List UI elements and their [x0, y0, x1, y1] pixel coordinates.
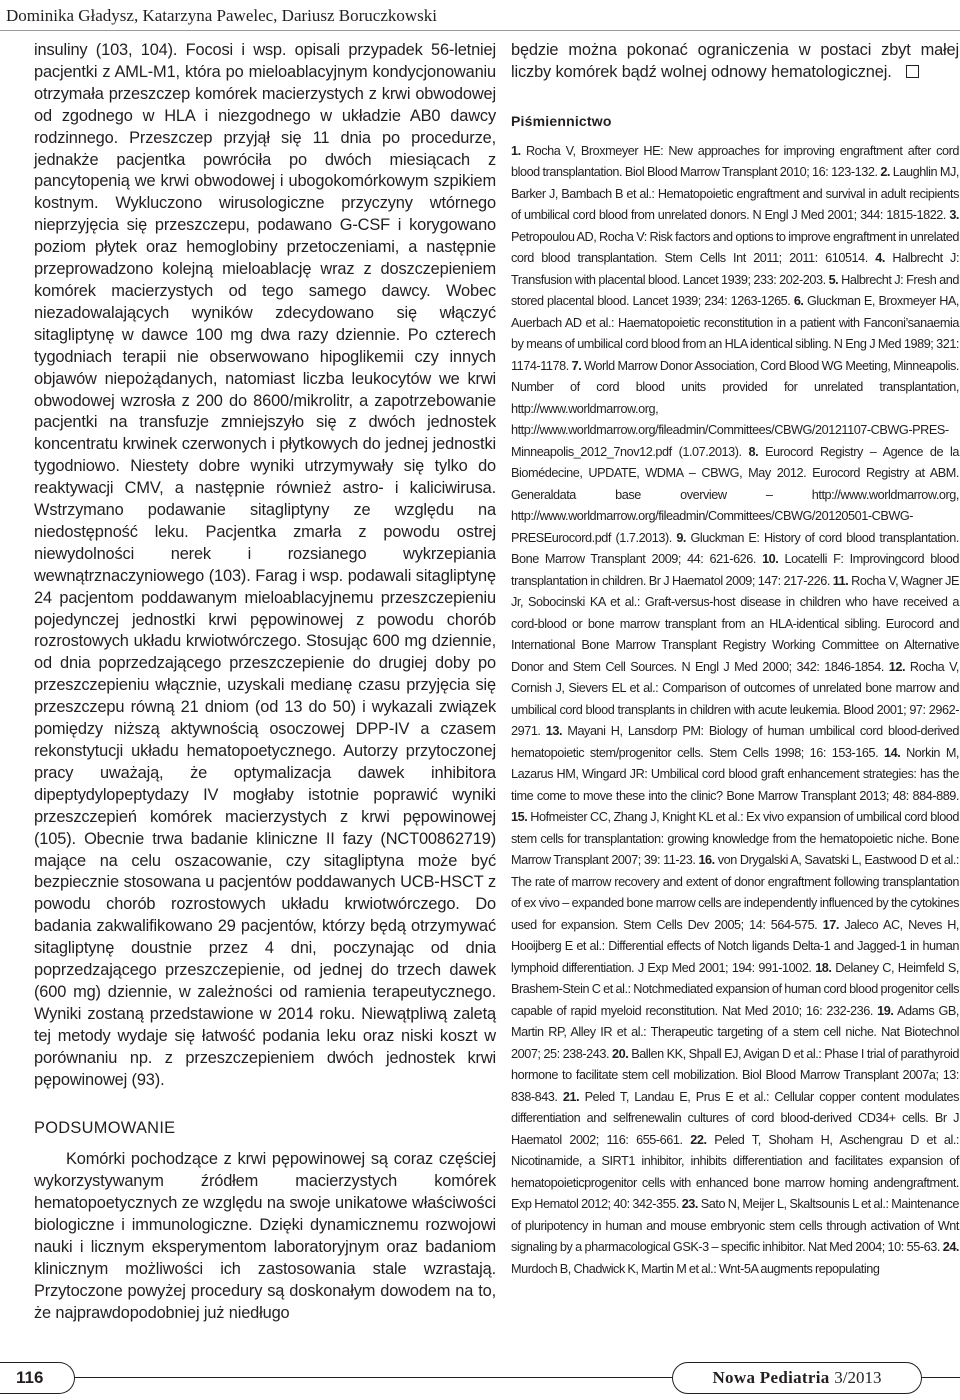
reference-number: 1. — [511, 143, 521, 158]
reference-text: Murdoch B, Chadwick K, Martin M et al.: Wnt-5A augments repopulating — [511, 1261, 880, 1276]
reference-text: Delaney C, Heimfeld S, Brashem-Stein C et al.: Notchmediated expansion of human cord blood progenitor cells capable of rapid myeloid reconstitution. Nat Med 2010; 16: 232-236. — [511, 960, 960, 1018]
reference-item — [511, 445, 959, 545]
reference-item — [511, 359, 959, 459]
reference-number: 24. — [942, 1240, 960, 1255]
reference-text: Jaleco AC, Neves H, Hooijberg E et al.: Differential effects of Notch ligands Delta-1 and Jagged-1 in human lymphoid differentiation. J Exp Med 2001; 194: 991-1002. — [511, 917, 959, 975]
page-number-badge — [0, 1362, 75, 1394]
reference-number: 10. — [762, 552, 779, 567]
reference-text: Mayani H, Lansdorp PM: Biology of human umbilical cord blood-derived hematopoietic stem/progenitor cells. Stem Cells 1998; 16: 153-165. — [511, 724, 960, 760]
references-title: Piśmiennictwo — [511, 112, 612, 129]
journal-issue: 3/2013 — [834, 1368, 882, 1387]
continuation-text: będzie można pokonać ograniczenia w postaci zbyt małej liczby komórek bądź wolnej odnowy hematologicznej. — [511, 41, 959, 81]
reference-number: 21. — [562, 1089, 580, 1104]
reference-number: 3. — [949, 208, 959, 223]
reference-number: 6. — [793, 294, 804, 309]
reference-number: 14. — [884, 745, 901, 760]
running-header — [0, 0, 960, 34]
reference-text: Locatelli F: Improvingcord blood transplantation in children. Br J Haematol 2009; 147: 217-226. — [511, 552, 959, 588]
page-footer — [0, 1362, 960, 1400]
reference-number: 7. — [571, 358, 582, 373]
reference-number: 23. — [681, 1197, 698, 1212]
reference-text: Hofmeister CC, Zhang J, Knight KL et al.: Ex vivo expansion of umbilical cord blood stem cells for transplantation: growing knowledge from the hematopoietic niche. Bone Marrow Transplant 2007; 39: 11-23. — [511, 810, 960, 868]
reference-text: Halbrecht J: Transfusion with placental blood. Lancet 1939; 233: 202-203. — [511, 251, 960, 287]
body-paragraph: insuliny (103, 104). Focosi i wsp. opisali przypadek 56-letniej pacjentki z AML-M1, która po mieloablacyjnym kondycjonowaniu otrzymała przeszczep komórek macierzystych z krwi obwodowej od zgodnego w HLA i niezgodnego w układzie AB0 dawcy rodzinnego. Przeszczep przyjął się 11 dnia po procedurze, jednakże pacjentka powróciła po dwóch miesiącach z pancytopenią we krwi obwodowej i ubogokomórkowym szpikiem kostnym. Wykluczono wirusologiczne przyczyny wtórnego nieprzyjęcia się przeszczepu, podawano G-CSF i korygowano poziom płytek oraz hemoglobiny przetoczeniami, a następnie przeprowadzono kolejną mieloablację wraz z doszczepieniem komórek macierzystych od tego samego dawcy. Wobec niezadowalających wyników zdecydowano się włączyć sitagliptynę w dawce 100 mg dwa razy dziennie. Po czterech tygodniach terapii nie obserwowano hipoglikemii czy innych objawów niepożądanych, natomiast liczba leukocytów we krwi obwodowej wzrosła z 200 do 8600/mikrolitr, a zapotrzebowanie pacjentki na transfuzje zmniejszyło się z dwóch jednostek koncentratu krwinek czerwonych i płytkowych do jednej jednostki tygodniowo. Niestety dobre wyniki utrzymywały się tylko do reaktywacji CMV, a następnie również astro- i kaliciwirusa. Wstrzymano podawanie sitagliptyny ze względu na niedostępność leku. Pacjentka zmarła z powodu ostrej niewydolności nerek i rozsianego wykrzepiania wewnątrznaczyniowego (103). Farag i wsp. podawali sitagliptynę 24 pacjentom poddawanym mieloablacyjnemu przeszczepieniu pojedynczej jednostki krwi pępowinowej z powodu chorób rozrostowych układu krwiotwórczego. Stosując 600 mg dziennie, od dnia poprzedzającego przeszczepienie do drugiej doby po przeszczepieniu włącznie, uzyskali medianę czasu przyjęcia się przeszczepu równą 21 dniom (od 13 do 50) i wykazali związek pomiędzy niższą aktywnością osoczowej DPP-IV a czasem rekonstytucji układu hematopoetycznego. Autorzy przytoczonej pracy uważają, że optymalizacja dawek inhibitora dipeptydylopeptydazy IV mogłaby istotnie poprawić wyniki przeszczepień komórek macierzystych z krwi pępowinowej (105). Obecnie trwa badanie kliniczne II fazy (NCT00862719) mające na celu oszacowanie, czy sitagliptyna może być bezpiecznie stosowana u pacjentów poddawanych UCB-HSCT z powodu chorób rozrostowych układu krwiotwórczego. Do badania zakwalifikowano 29 pacjentów, którzy będą otrzymywać sitagliptynę doustnie przez 4 dni, poczynając od dnia poprzedzającego przeszczepienie, od jednej do trzech dawek (600 mg) dziennie, w zależności od ramienia terapeutycznego. Wyniki zostaną przedstawione w 2014 roku. Niewątpliwą zaletą tej metody wydaje się łatwość podania leku oraz niski koszt w porównaniu np. z przeszczepieniem dwóch jednostek krwi pępowinowej (93). — [34, 41, 496, 1089]
reference-number: 20. — [611, 1046, 629, 1061]
reference-number: 18. — [815, 960, 832, 975]
reference-number: 15. — [511, 810, 528, 825]
summary-paragraph: Komórki pochodzące z krwi pępowinowej są coraz częściej wykorzystywanym źródłem macierzystych komórek hematopoetycznych ze względu na swoje unikatowe właściwości biologiczne i immunologiczne. Dzięki dynamicznemu rozwojowi nauki i licznym eksperymentom laboratoryjnym oraz badaniom klinicznym możliwości ich zastosowania stale wzrastają. Przytoczone powyżej procedury są doskonałym dowodem na to, że najprawdopodobniej już niedługo — [34, 1150, 496, 1322]
reference-number: 4. — [875, 251, 885, 266]
reference-number: 22. — [690, 1132, 707, 1147]
right-column — [511, 40, 959, 1280]
reference-item — [511, 574, 959, 674]
reference-text: Petropoulou AD, Rocha V: Risk factors and options to improve engraftment in unrelated cord blood transplantation. Stem Cells Int 2011; 2011: 610514. — [511, 229, 959, 266]
reference-text: World Marrow Donor Association, Cord Blood WG Meeting, Minneapolis. Number of cord blood units provided for unrelated transplantation, http://www.worldmarrow.org, http://www.worldmarrow.org/fileadmin/Committees/CBWG/20121107-CBWG-PRES-Minneapolis_2012_7nov12.pdf (1.07.2013). — [511, 358, 960, 459]
reference-text: Gluckman E, Broxmeyer HA, Auerbach AD et al.: Haematopoietic reconstitution in a patient with Fanconi’sanaemia by means of umbilical cord blood from an HLA identical sibling. N Eng J Med 1989; 321: 1174-1178. — [511, 294, 959, 373]
reference-number: 2. — [880, 165, 891, 180]
reference-number: 13. — [545, 724, 563, 739]
reference-number: 12. — [888, 659, 906, 674]
left-column — [34, 40, 496, 1325]
end-of-article-square-icon — [906, 65, 919, 78]
reference-text: Eurocord Registry – Agence de la Biomédecine, UPDATE, WDMA – CBWG, May 2012. Eurocord Registry at ABM. Generaldata base overview – http://www.worldmarrow.org, http://www.worldmarrow.org/fileadmin/Committees/CBWG/20120501-CBWG-PRESEurocord.pdf (1.7.2013). — [511, 444, 959, 545]
reference-text: Gluckman E: History of cord blood transplantation. Bone Marrow Transplant 2009; 44: 621-626. — [511, 530, 959, 567]
reference-number: 5. — [828, 272, 839, 287]
reference-number: 19. — [877, 1003, 894, 1018]
journal-name: Nowa Pediatria — [712, 1368, 830, 1387]
reference-number: 16. — [698, 853, 715, 868]
reference-text: Ballen KK, Shpall EJ, Avigan D et al.: Phase I trial of parathyroid hormone to facilitate stem cell mobilization. Biol Blood Marrow Transplant 2007a; 13: 838-843. — [511, 1046, 960, 1104]
reference-text: Rocha V, Cornish J, Sievers EL et al.: Comparison of outcomes of unrelated bone marrow and umbilical cord blood transplants in children with acute leukemia. Blood 2001; 97: 2962-2971. — [511, 659, 960, 739]
continuation-paragraph — [511, 40, 959, 84]
page-number: 116 — [16, 1368, 44, 1387]
header-authors: Dominika Gładysz, Katarzyna Pawelec, Dariusz Boruczkowski — [6, 6, 438, 25]
reference-text: Halbrecht J: Fresh and stored placental blood. Lancet 1939; 234: 1263-1265. — [511, 272, 959, 309]
references-list — [511, 141, 959, 1281]
section-title: PODSUMOWANIE — [34, 1118, 176, 1137]
reference-number: 11. — [832, 573, 849, 588]
reference-text: Sato N, Meijer L, Skaltsounis L et al.: Maintenance of pluripotency in human and mouse embryonic stem cells through activation of Wnt signaling by a pharmacological GSK-3 – specific inhibitor. Nat Med 2004; 10: 55-63. — [511, 1197, 959, 1255]
reference-text: Laughlin MJ, Barker J, Bambach B et al.: Hematopoietic engraftment and survival in adult recipients of umbilical cord blood from unrelated donors. N Engl J Med 2001; 344: 1815-1822. — [511, 165, 959, 223]
journal-badge — [672, 1362, 922, 1394]
reference-number: 8. — [748, 444, 759, 459]
reference-text: Peled T, Shoham H, Aschengrau D et al.: Nicotinamide, a SIRT1 inhibitor, inhibits differentiation and facilitates expansion of hematopoieticprogenitor cells with enhanced bone marrow homing andengraftment. Exp Hematol 2012; 40: 342-355. — [511, 1132, 960, 1212]
reference-number: 17. — [822, 917, 839, 932]
reference-number: 9. — [676, 530, 686, 545]
reference-text: Rocha V, Wagner JE Jr, Sobocinski KA et al.: Graft-versus-host disease in children who have received a cord-blood or bone marrow transplant from an HLA-identical sibling. Eurocord and International Bone Marrow Transplant Registry Working Committee on Alternative Donor and Stem Cell Sources. N Engl J Med 2000; 342: 1846-1854. — [511, 573, 959, 674]
reference-text: Norkin M, Lazarus HM, Wingard JR: Umbilical cord blood graft enhancement strategies: has the time come to move these into the clinic? Bone Marrow Transplant 2013; 48: 884-889. — [511, 745, 960, 803]
reference-text: Peled T, Landau E, Prus E et al.: Cellular copper content modulates differentiation and selfrenewalin cultures of cord blood-derived CD34+ cells. Br J Haematol 2002; 116: 655-661. — [511, 1089, 960, 1147]
reference-text: Adams GB, Martin RP, Alley IR et al.: Therapeutic targeting of a stem cell niche. Nat Biotechnol 2007; 25: 238-243. — [511, 1003, 960, 1061]
reference-text: von Drygalski A, Savatski L, Eastwood D et al.: The rate of marrow recovery and extent of donor engraftment following transplantation of ex vivo – expanded bone marrow cells are independently influenced by the cytokines used for expansion. Stem Cells Dev 2005; 14: 564-575. — [511, 853, 959, 932]
reference-text: Rocha V, Broxmeyer HE: New approaches for improving engraftment after cord blood transplantation. Biol Blood Marrow Transplant 2010; 16: 123-132. — [511, 143, 960, 180]
header-rule — [0, 30, 960, 31]
